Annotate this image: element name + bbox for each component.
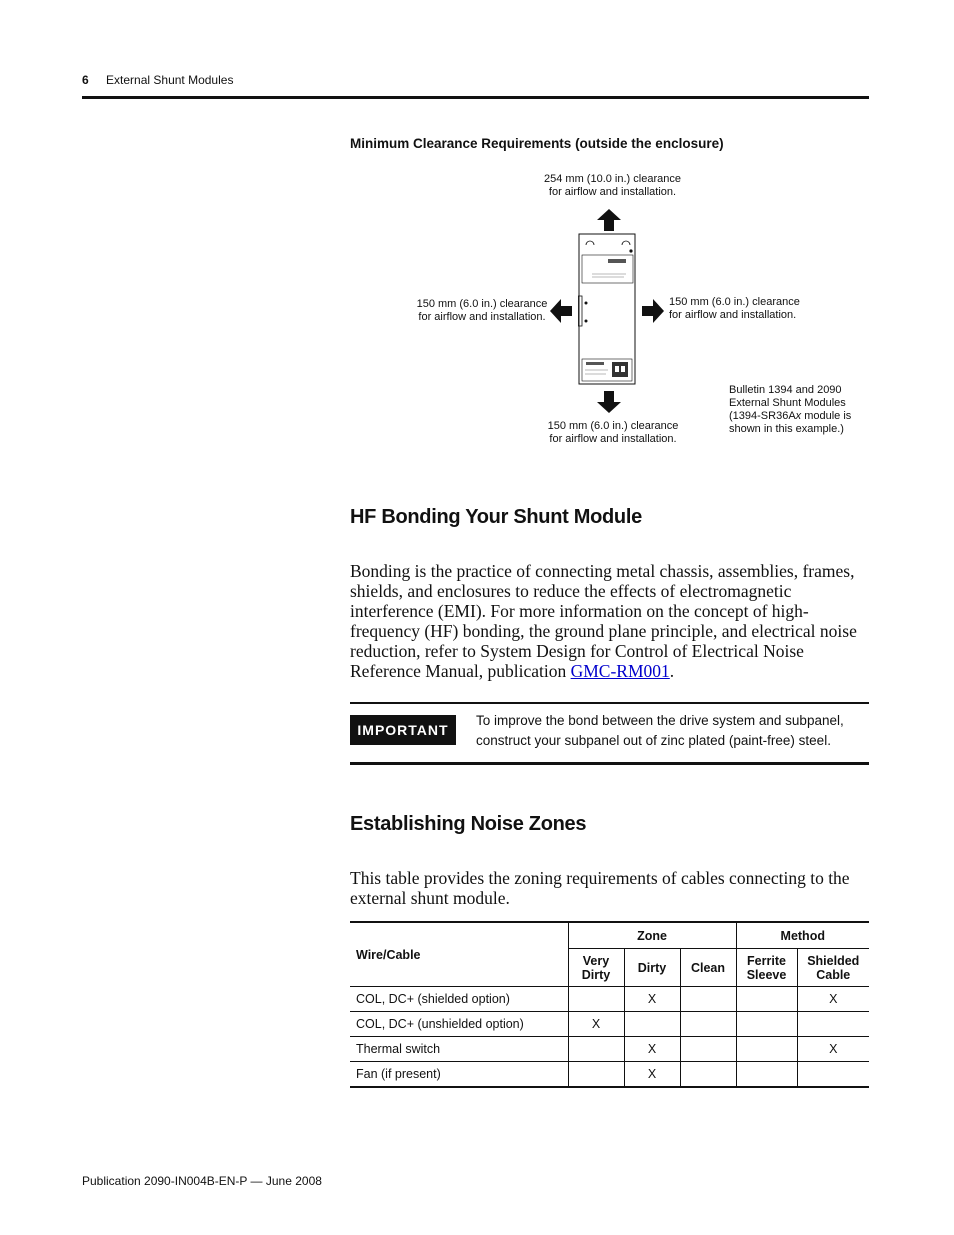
very-dirty-header: Very Dirty bbox=[568, 949, 624, 987]
left-clearance-label: 150 mm (6.0 in.) clearance for airflow and installation. bbox=[416, 298, 548, 323]
page-header bbox=[82, 73, 233, 87]
section-heading-noise-zones: Establishing Noise Zones bbox=[350, 813, 587, 835]
table-header-row bbox=[350, 922, 869, 949]
table-row: Thermal switch X X bbox=[350, 1037, 869, 1062]
running-title: External Shunt Modules bbox=[106, 73, 234, 87]
wire-cable-header: Wire/Cable bbox=[350, 922, 568, 987]
clean-header: Clean bbox=[680, 949, 736, 987]
method-header: Method bbox=[736, 922, 869, 949]
noise-zones-paragraph: This table provides the zoning requirements of cables connecting to the external shunt module. bbox=[350, 868, 850, 908]
important-text: To improve the bond between the drive system and subpanel, construct your subpanel out of zinc plated (paint-free) steel. bbox=[476, 713, 844, 748]
arrow-down-icon bbox=[597, 391, 621, 413]
figure-title: Minimum Clearance Requirements (outside the enclosure) bbox=[350, 136, 724, 151]
dirty-header: Dirty bbox=[624, 949, 680, 987]
ferrite-sleeve-header: Ferrite Sleeve bbox=[736, 949, 797, 987]
table-row: COL, DC+ (unshielded option) X bbox=[350, 1012, 869, 1037]
right-clearance-label: 150 mm (6.0 in.) clearance for airflow and installation. bbox=[669, 296, 800, 321]
zone-header: Zone bbox=[568, 922, 736, 949]
gmc-rm001-link[interactable]: GMC-RM001 bbox=[570, 661, 670, 681]
arrow-right-icon bbox=[642, 299, 664, 323]
important-top-rule bbox=[350, 702, 869, 704]
header-rule bbox=[82, 96, 869, 99]
shunt-module-drawing bbox=[578, 233, 636, 385]
table-row: Fan (if present) X bbox=[350, 1062, 869, 1088]
bottom-clearance-label: 150 mm (6.0 in.) clearance for airflow and installation. bbox=[547, 420, 679, 445]
section-heading-hf-bonding: HF Bonding Your Shunt Module bbox=[350, 506, 642, 528]
module-callout: Bulletin 1394 and 2090 External Shunt Modules (1394-SR36Ax module is shown in this example.) bbox=[729, 384, 852, 435]
top-clearance-label: 254 mm (10.0 in.) clearance for airflow and installation. bbox=[544, 173, 681, 198]
page-number: 6 bbox=[82, 73, 89, 87]
important-badge: IMPORTANT bbox=[350, 715, 456, 745]
hf-bonding-paragraph: Bonding is the practice of connecting metal chassis, assemblies, frames, shields, and enclosures to reduce the effects of electromagnetic interference (EMI). For more information on the concept of high-frequency (HF) bonding, the ground plane principle, and electrical noise reduction, refer to System Design for Control of Electrical Noise Reference Manual, publication GMC-RM001. bbox=[350, 561, 857, 681]
arrow-left-icon bbox=[550, 299, 572, 323]
table-row: COL, DC+ (shielded option) X X bbox=[350, 987, 869, 1012]
arrow-up-icon bbox=[597, 209, 621, 231]
page-footer: Publication 2090-IN004B-EN-P — June 2008 bbox=[82, 1174, 322, 1188]
shielded-cable-header: Shielded Cable bbox=[797, 949, 869, 987]
noise-zones-table bbox=[350, 921, 869, 1088]
important-bottom-rule bbox=[350, 762, 869, 765]
